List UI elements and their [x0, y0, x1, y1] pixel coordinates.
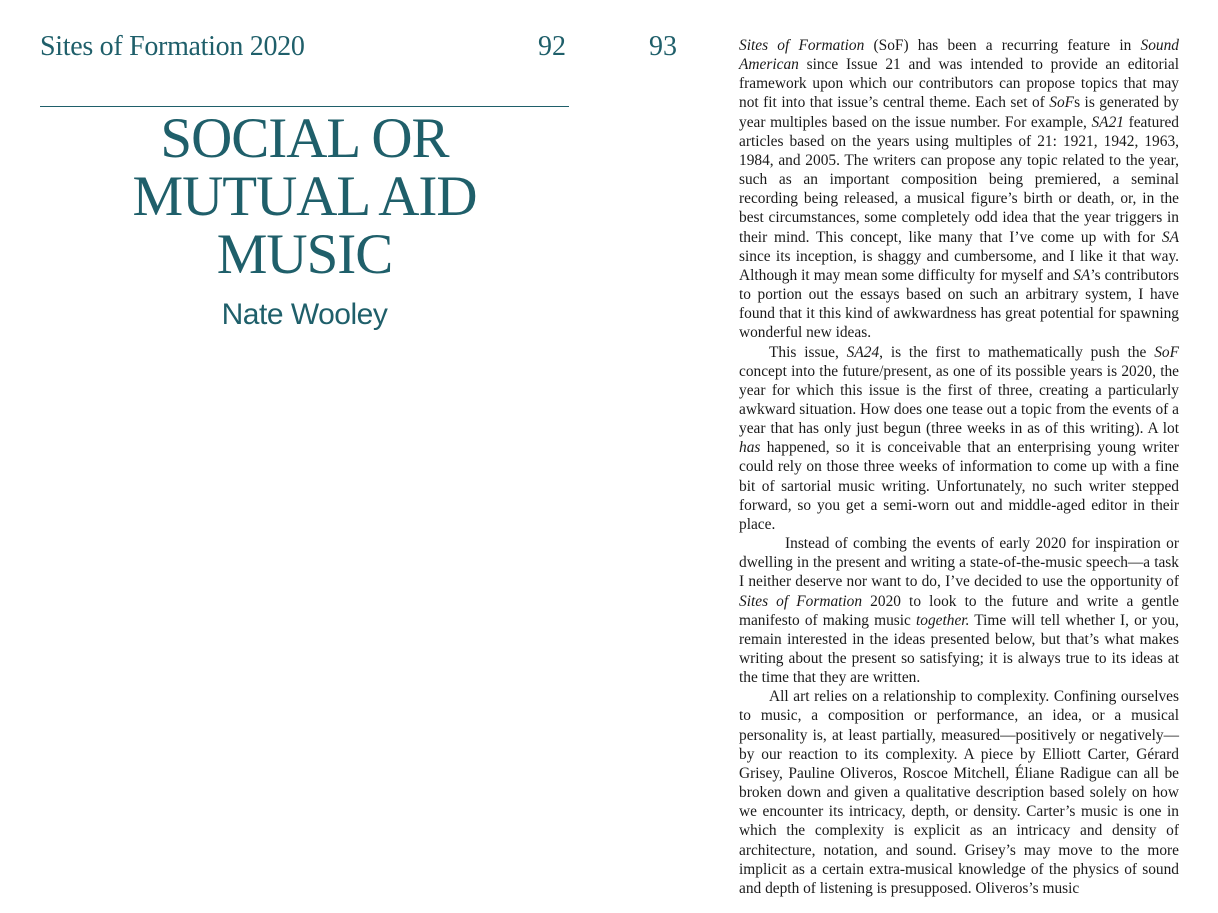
- italic-text: SA: [1073, 266, 1091, 284]
- italic-text: Sound American: [739, 37, 1179, 74]
- text-run: 2020 to look to the future and write a gentle manifesto of making music: [739, 592, 1179, 629]
- page-number-left: 92: [538, 31, 566, 62]
- running-head: Sites of Formation 2020: [40, 31, 305, 62]
- text-run: Instead of combing the events of early 2020 for inspiration or dwelling in the present and writing a state-of-the-music speech—a task I neither deserve nor want to do, I’ve decided to use the opportunity of: [739, 535, 1179, 591]
- title-line: SOCIAL OR: [160, 107, 449, 170]
- body-paragraph: [739, 534, 1179, 687]
- text-run: ’s contributors to portion out the essays based on such an arbitrary system, I have found that it this kind of awkwardness has great potential for spawning wonderful new ideas.: [739, 266, 1180, 342]
- text-run: This issue,: [769, 343, 847, 361]
- text-run: since its inception, is shaggy and cumbersome, and I like it that way. Although it may mean some difficulty for myself and: [739, 247, 1179, 284]
- text-run: concept into the future/present, as one of its possible years is 2020, the year for which this issue is the first of three, creating a particularly awkward situation. How does one tease out a topic from the events of a year that has only just begun (three weeks in as of this writing). A lot: [739, 362, 1179, 438]
- body-text: [739, 36, 1179, 898]
- body-paragraph: [739, 36, 1179, 343]
- article-title: [40, 107, 569, 286]
- body-paragraph: [739, 687, 1179, 898]
- italic-text: together.: [916, 611, 970, 629]
- text-run: since Issue 21 and was intended to provide an editorial framework upon which our contributors can propose topics that may not fit into that issue’s central theme. Each set of: [739, 56, 1179, 112]
- italic-text: SA21: [1091, 113, 1124, 131]
- italic-text: has: [739, 439, 761, 457]
- body-paragraph: [739, 343, 1179, 535]
- right-page: [609, 0, 1218, 913]
- title-line: MUSIC: [216, 223, 393, 286]
- author-name: Nate Wooley: [221, 298, 388, 331]
- text-run: All art relies on a relationship to complexity. Confining ourselves to music, a composition or performance, an idea, or a musical personality is, at least partially, measured—positively or negatively—by our reaction to its complexity. A piece by Elliott Carter, Gérard Grisey, Pauline Oliveros, Roscoe Mitchell, Éliane Radigue can all be broken down and given a qualitative description based solely on how we encounter its intricacy, depth, or density. Carter’s music is one in which the complexity is explicit as an intricacy and density of architecture, notation, and sound. Grisey’s may move to the more implicit as a certain extra-musical knowledge of the physics of sound and depth of listening is presupposed. Oliveros’s music: [739, 688, 1179, 897]
- italic-text: Sites of Formation: [739, 592, 863, 610]
- text-run: s is generated by year multiples based on the issue number. For example,: [739, 94, 1179, 131]
- page-number-right: 93: [649, 31, 677, 62]
- text-run: happened, so it is conceivable that an enterprising young writer could rely on those three weeks of information to come up with a fine bit of sartorial music writing. Unfortunately, no such writer stepped forward, so you get a semi-worn out and middle-aged editor in their place.: [739, 439, 1179, 533]
- title-line: MUTUAL AID: [132, 165, 477, 228]
- italic-text: SA: [1161, 228, 1179, 246]
- text-run: , is the first to mathematically push the: [879, 343, 1155, 361]
- italic-text: Sites of Formation: [739, 37, 865, 54]
- text-run: Time will tell whether I, or you, remain interested in the ideas presented below, but that’s what makes writing about the present so satisfying; it is always true to its ideas at the time that they are written.: [739, 611, 1179, 687]
- italic-text: SoF: [1049, 94, 1075, 112]
- italic-text: SA24: [846, 343, 880, 361]
- text-run: featured articles based on the years using multiples of 21: 1921, 1942, 1963, 1984, and 2005. The writers can propose any topic related to the year, such as an important composition being premiered, a seminal recording being released, a musical figure’s birth or death, or, in the best circumstances, some completely odd idea that the year triggers in their mind. This concept, like many that I’ve come up with for: [739, 113, 1179, 246]
- italic-text: SoF: [1154, 343, 1179, 361]
- text-run: (SoF) has been a recurring feature in: [864, 37, 1141, 54]
